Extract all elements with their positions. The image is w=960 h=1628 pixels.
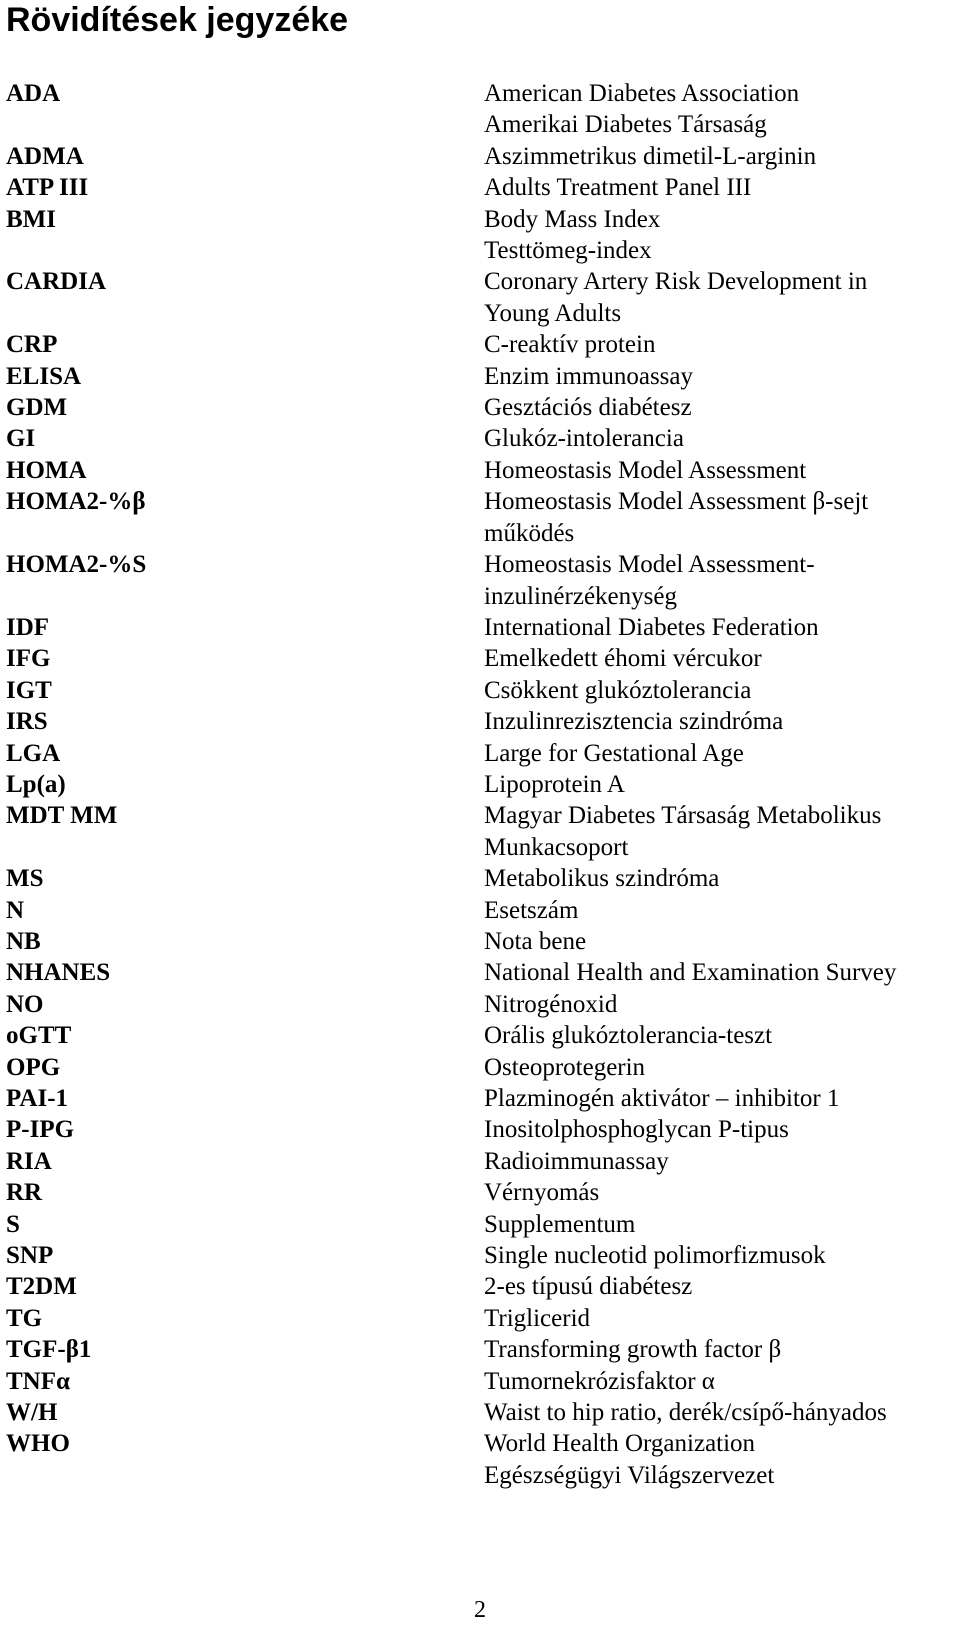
definition-line: Transforming growth factor β <box>484 1336 782 1364</box>
abbreviation-entry <box>6 204 956 267</box>
abbreviation-definition <box>484 141 956 172</box>
abbreviation-definition <box>484 1146 956 1177</box>
abbreviation-definition <box>484 957 956 988</box>
abbreviation-term: ELISA <box>6 362 82 390</box>
abbreviation-definition <box>484 204 956 267</box>
definition-line: Inzulinrezisztencia szindróma <box>484 708 784 736</box>
definition-line: Aszimmetrikus dimetil-L-arginin <box>484 142 817 170</box>
abbreviation-definition <box>484 926 956 957</box>
abbreviation-definition <box>484 172 956 203</box>
abbreviation-entry <box>6 1397 956 1428</box>
abbreviation-term: ATP III <box>6 174 89 202</box>
definition-line: Egészségügyi Világszervezet <box>484 1461 775 1489</box>
definition-line: Amerikai Diabetes Társaság <box>484 111 767 139</box>
abbreviation-term: IRS <box>6 708 48 736</box>
abbreviation-definition <box>484 1020 956 1051</box>
abbreviation-term: LGA <box>6 739 61 767</box>
abbreviation-term: BMI <box>6 205 56 233</box>
abbreviation-entry <box>6 361 956 392</box>
abbreviation-entry <box>6 1334 956 1365</box>
abbreviation-term: HOMA <box>6 456 87 484</box>
abbreviation-entry <box>6 455 956 486</box>
abbreviation-entry <box>6 643 956 674</box>
abbreviation-definition <box>484 1240 956 1271</box>
abbreviation-definition <box>484 392 956 423</box>
definition-line: Young Adults <box>484 299 622 327</box>
definition-line: Testtömeg-index <box>484 237 652 265</box>
abbreviation-entry <box>6 800 956 863</box>
abbreviation-definition <box>484 1303 956 1334</box>
abbreviation-term: MDT MM <box>6 802 118 830</box>
definition-line: Csökkent glukóztolerancia <box>484 676 752 704</box>
abbreviation-definition <box>484 549 956 612</box>
definition-line: Nitrogénoxid <box>484 990 618 1018</box>
definition-line: Inositolphosphoglycan P-tipus <box>484 1116 789 1144</box>
abbreviation-term: S <box>6 1210 20 1238</box>
definition-line: Emelkedett éhomi vércukor <box>484 645 762 673</box>
abbreviation-definition <box>484 1334 956 1365</box>
definition-line: Radioimmunassay <box>484 1147 669 1175</box>
abbreviation-entry <box>6 1114 956 1145</box>
abbreviation-term: TGF-β1 <box>6 1336 92 1364</box>
abbreviation-term: IDF <box>6 613 50 641</box>
abbreviation-term: oGTT <box>6 1022 72 1050</box>
abbreviation-definition <box>484 863 956 894</box>
abbreviation-term: HOMA2-%β <box>6 488 146 516</box>
definition-line: Adults Treatment Panel III <box>484 174 752 202</box>
abbreviation-entry <box>6 895 956 926</box>
abbreviation-definition <box>484 1052 956 1083</box>
abbreviation-entry <box>6 769 956 800</box>
abbreviation-definition <box>484 1428 956 1491</box>
page-title: Rövidítések jegyzéke <box>6 1 349 39</box>
definition-line: Orális glukóztolerancia-teszt <box>484 1022 773 1050</box>
definition-line: Waist to hip ratio, derék/csípő-hányados <box>484 1399 887 1427</box>
abbreviation-term: PAI-1 <box>6 1085 69 1112</box>
abbreviation-definition <box>484 738 956 769</box>
abbreviation-entry <box>6 78 956 141</box>
definition-line: Munkacsoport <box>484 833 629 861</box>
definition-line: American Diabetes Association <box>484 80 800 107</box>
definition-line: Supplementum <box>484 1210 636 1238</box>
page-number: 2 <box>474 1597 486 1623</box>
abbreviation-term: MS <box>6 865 44 893</box>
definition-line: Single nucleotid polimorfizmusok <box>484 1242 826 1270</box>
abbreviation-term: CARDIA <box>6 268 106 296</box>
abbreviation-entry <box>6 423 956 454</box>
definition-line: World Health Organization <box>484 1430 756 1458</box>
abbreviation-term: N <box>6 896 25 924</box>
abbreviation-definition <box>484 266 956 329</box>
abbreviation-term: T2DM <box>6 1273 77 1301</box>
abbreviation-entry <box>6 1020 956 1051</box>
abbreviation-term: SNP <box>6 1242 54 1270</box>
abbreviation-entry <box>6 706 956 737</box>
abbreviation-term: HOMA2-%S <box>6 551 147 579</box>
definition-line: Plazminogén aktivátor – inhibitor 1 <box>484 1085 840 1112</box>
abbreviation-definition <box>484 675 956 706</box>
definition-line: Homeostasis Model Assessment β-sejt <box>484 488 869 516</box>
abbreviation-entry <box>6 1428 956 1491</box>
abbreviation-entry <box>6 1303 956 1334</box>
abbreviation-entry <box>6 392 956 423</box>
abbreviation-entry <box>6 1209 956 1240</box>
abbreviation-definition <box>484 361 956 392</box>
abbreviation-entry <box>6 486 956 549</box>
abbreviation-entry <box>6 738 956 769</box>
abbreviation-term: RR <box>6 1179 43 1207</box>
abbreviation-term: CRP <box>6 331 58 359</box>
definition-line: Vérnyomás <box>484 1179 600 1207</box>
abbreviation-entry <box>6 926 956 957</box>
definition-line: Lipoprotein A <box>484 770 625 798</box>
abbreviation-definition <box>484 706 956 737</box>
abbreviation-entry <box>6 1366 956 1397</box>
definition-line: Glukóz-intolerancia <box>484 425 684 453</box>
definition-line: Body Mass Index <box>484 205 661 233</box>
definition-line: Esetszám <box>484 896 579 924</box>
abbreviation-entry <box>6 612 956 643</box>
definition-line: működés <box>484 519 575 547</box>
definition-line: National Health and Examination Survey <box>484 959 897 987</box>
definition-line: inzulinérzékenység <box>484 582 677 610</box>
definition-line: Homeostasis Model Assessment- <box>484 551 815 579</box>
abbreviation-definition <box>484 78 956 141</box>
definition-line: International Diabetes Federation <box>484 613 819 641</box>
abbreviation-entry <box>6 172 956 203</box>
definition-line: Coronary Artery Risk Development in <box>484 268 868 296</box>
abbreviation-definition <box>484 1083 956 1114</box>
abbreviation-term: Lp(a) <box>6 770 66 798</box>
abbreviation-entry <box>6 1177 956 1208</box>
abbreviation-term: IFG <box>6 645 51 673</box>
abbreviation-entry <box>6 549 956 612</box>
abbreviation-term: GI <box>6 425 36 453</box>
abbreviation-entry <box>6 863 956 894</box>
abbreviation-term: W/H <box>6 1399 58 1427</box>
abbreviation-entry <box>6 1146 956 1177</box>
definition-line: Metabolikus szindróma <box>484 865 720 893</box>
definition-line: Enzim immunoassay <box>484 362 693 390</box>
abbreviation-entry <box>6 1271 956 1302</box>
definition-line: Homeostasis Model Assessment <box>484 456 807 484</box>
definition-line: Nota bene <box>484 927 587 955</box>
abbreviation-definition <box>484 423 956 454</box>
abbreviation-term: NHANES <box>6 959 111 987</box>
abbreviation-term: ADA <box>6 80 61 107</box>
abbreviation-term: IGT <box>6 676 52 704</box>
abbreviation-entry <box>6 141 956 172</box>
abbreviation-entry <box>6 1240 956 1271</box>
definition-line: 2-es típusú diabétesz <box>484 1273 693 1301</box>
abbreviation-term: OPG <box>6 1053 61 1081</box>
abbreviation-term: P-IPG <box>6 1116 75 1144</box>
abbreviation-definition <box>484 329 956 360</box>
definition-line: Osteoprotegerin <box>484 1053 646 1081</box>
abbreviation-definition <box>484 769 956 800</box>
definition-line: Tumornekrózisfaktor α <box>484 1367 715 1395</box>
abbreviation-term: TNFα <box>6 1367 70 1395</box>
abbreviation-entry <box>6 329 956 360</box>
abbreviation-definition <box>484 1114 956 1145</box>
abbreviation-term: GDM <box>6 394 68 422</box>
abbreviation-entry <box>6 1083 956 1114</box>
abbreviation-definition <box>484 989 956 1020</box>
abbreviation-definition <box>484 800 956 863</box>
abbreviation-entry <box>6 957 956 988</box>
abbreviation-entry <box>6 989 956 1020</box>
abbreviation-term: ADMA <box>6 142 84 170</box>
abbreviation-definition <box>484 612 956 643</box>
definition-line: Triglicerid <box>484 1304 591 1332</box>
abbreviation-definition <box>484 1366 956 1397</box>
abbreviation-definition <box>484 486 956 549</box>
abbreviation-definition <box>484 643 956 674</box>
abbreviation-term: TG <box>6 1304 43 1332</box>
abbreviation-list <box>6 78 956 1491</box>
abbreviation-term: RIA <box>6 1147 52 1175</box>
abbreviation-entry <box>6 675 956 706</box>
abbreviation-definition <box>484 455 956 486</box>
abbreviation-definition <box>484 895 956 926</box>
abbreviation-entry <box>6 266 956 329</box>
abbreviation-definition <box>484 1271 956 1302</box>
abbreviation-term: WHO <box>6 1430 70 1458</box>
abbreviation-definition <box>484 1397 956 1428</box>
abbreviation-definition <box>484 1209 956 1240</box>
abbreviation-definition <box>484 1177 956 1208</box>
abbreviation-entry <box>6 1052 956 1083</box>
abbreviation-term: NB <box>6 927 41 955</box>
definition-line: Large for Gestational Age <box>484 739 744 767</box>
definition-line: Magyar Diabetes Társaság Metabolikus <box>484 802 882 830</box>
definition-line: C-reaktív protein <box>484 331 656 359</box>
abbreviation-term: NO <box>6 990 44 1018</box>
definition-line: Gesztációs diabétesz <box>484 394 692 422</box>
